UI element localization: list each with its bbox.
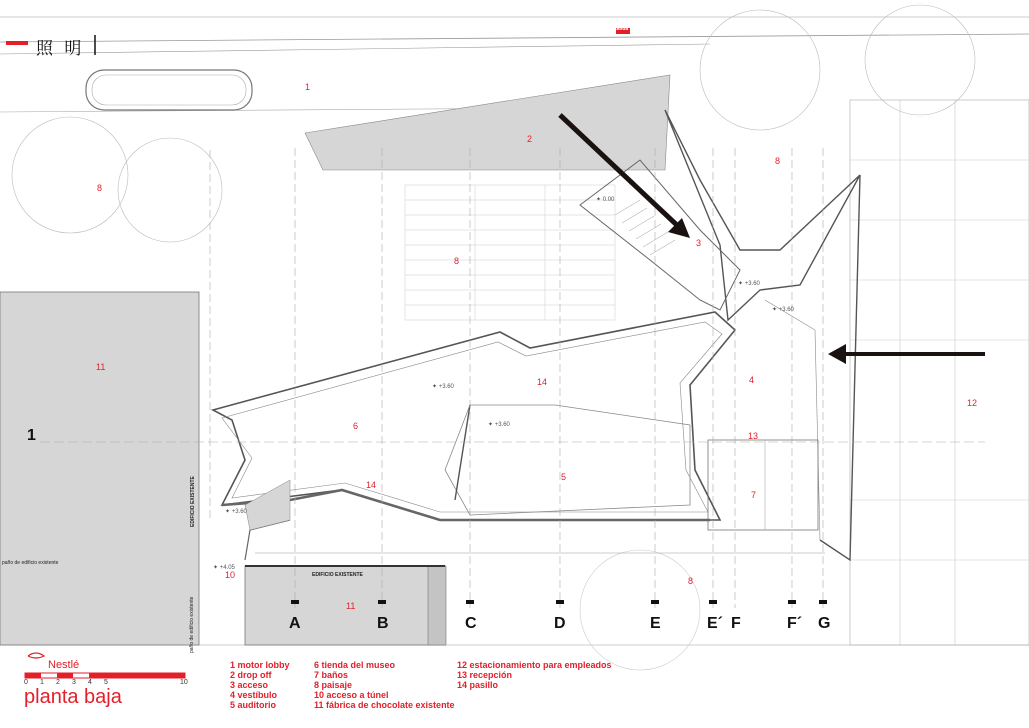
elevation-mark: ✦ 0.00: [596, 197, 615, 203]
legend-item: 7 baños: [314, 670, 349, 680]
elevation-mark: ✦ +3.60: [738, 281, 760, 287]
grid-axis-label: B: [377, 615, 389, 632]
room-label-landscape: 8: [454, 256, 460, 266]
grid-axis-label: E´: [707, 615, 723, 632]
room-label-chocolate-factory: 11: [346, 601, 356, 611]
exit-tag: salida: [614, 26, 629, 32]
legend-item: 6 tienda del museo: [314, 660, 396, 670]
legend-item: 10 acceso a túnel: [314, 690, 389, 700]
room-label-museum-shop: 6: [353, 421, 359, 431]
pointer-arrow-lobby-icon: [828, 344, 985, 364]
grid-axis-label: F´: [787, 615, 803, 632]
grid-axis-label: C: [465, 615, 477, 632]
legend-item: 5 auditorio: [230, 700, 277, 710]
room-label-chocolate-factory: 11: [96, 362, 106, 372]
legend-item: 2 drop off: [230, 670, 272, 680]
room-label-parking: 12: [967, 398, 978, 408]
elevation-mark: ✦ +3.60: [432, 384, 454, 390]
grid-axis-label: G: [818, 615, 831, 632]
grid-axis-label: F: [731, 615, 741, 632]
room-label-drop-off: 2: [527, 134, 533, 144]
room-label-landscape: 8: [97, 183, 103, 193]
legend-item: 4 vestíbulo: [230, 690, 278, 700]
scale-tick: 5: [104, 679, 108, 686]
room-label-landscape: 8: [688, 576, 694, 586]
scale-tick: 0: [24, 679, 28, 686]
scale-tick: 1: [40, 679, 44, 686]
scale-tick: 4: [88, 679, 92, 686]
legend-item: 13 recepción: [457, 670, 513, 680]
existing-facade-label: paño de edificio existente: [2, 560, 59, 566]
legend-item: 14 pasillo: [457, 680, 499, 690]
room-label-vestibule: 4: [749, 375, 755, 385]
grid-axis-label: D: [554, 615, 566, 632]
scale-tick: 3: [72, 679, 76, 686]
elevation-mark: ✦ +4.05: [213, 565, 235, 571]
elevation-mark: ✦ +3.60: [772, 307, 794, 313]
room-label-motor-lobby: 1: [305, 82, 311, 92]
legend-item: 11 fábrica de chocolate existente: [314, 700, 455, 710]
grid-axis-label: A: [289, 615, 301, 632]
room-label-corridor: 14: [537, 377, 548, 387]
page-title: 照 明: [36, 39, 85, 59]
legend-column-1: [230, 660, 290, 710]
existing-facade-label: paño de edificio existente: [189, 596, 195, 653]
room-label-tunnel-access: 10: [225, 570, 236, 580]
legend-item: 1 motor lobby: [230, 660, 290, 670]
room-label-reception: 13: [748, 431, 759, 441]
room-label-landscape: 8: [775, 156, 781, 166]
grid-axis-label: E: [650, 615, 661, 632]
scale-tick: 2: [56, 679, 60, 686]
room-label-auditorium: 5: [561, 472, 567, 482]
legend-item: 3 acceso: [230, 680, 269, 690]
brand-logo: Nestlé: [48, 659, 80, 671]
elevation-mark: ✦ +3.60: [488, 422, 510, 428]
nestle-logo-icon: [28, 653, 44, 658]
legend-item: 8 paisaje: [314, 680, 353, 690]
scale-tick: 10: [180, 679, 188, 686]
room-label-corridor: 14: [366, 480, 377, 490]
legend-column-3: [457, 660, 612, 690]
plan-title: planta baja: [24, 686, 122, 708]
room-label-restrooms: 7: [751, 490, 757, 500]
existing-building-label: EDIFICIO EXISTENTE: [190, 476, 196, 527]
legend-item: 12 estacionamiento para empleados: [457, 660, 612, 670]
elevation-mark: ✦ +3.60: [225, 509, 247, 515]
existing-building-label: EDIFICIO EXISTENTE: [312, 572, 363, 578]
room-label-access: 3: [696, 238, 702, 248]
grid-axis-row-1: 1: [27, 427, 36, 444]
legend-column-2: [314, 660, 455, 710]
